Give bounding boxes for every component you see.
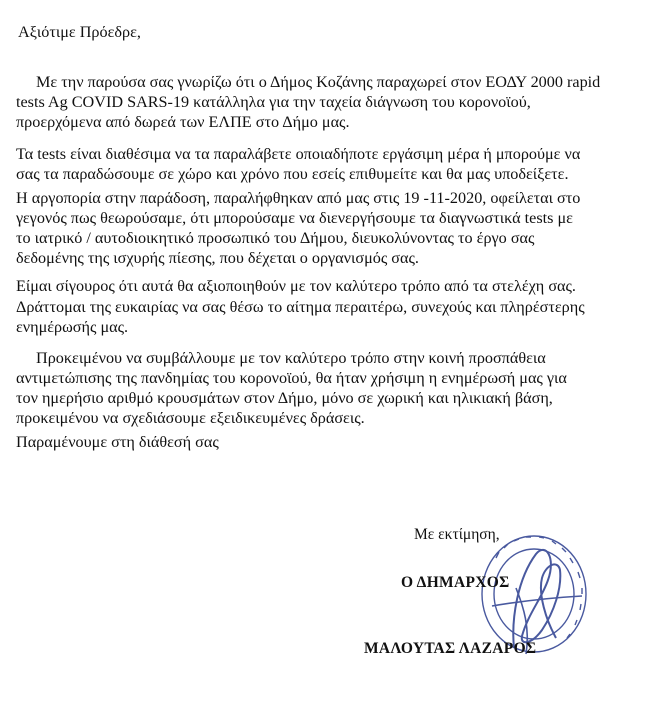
stamp-inner-ring (494, 549, 574, 639)
paragraph-line: Παραμένουμε στη διάθεσή σας (16, 433, 219, 451)
paragraph-line: αντιμετώπισης της πανδημίας του κορονοϊού, θα ήταν χρήσιμη η ενημέρωσή μας για (16, 369, 567, 387)
paragraph-line: σας τα παραδώσουμε σε χώρο και χρόνο που εσείς επιθυμείτε και θα μας υποδείξετε. (16, 165, 569, 183)
signatory-title: Ο ΔΗΜΑΡΧΟΣ (401, 574, 510, 591)
paragraph-line: προκειμένου να σχεδιάσουμε εξειδικευμένες δράσεις. (16, 409, 365, 427)
signature-stroke (513, 550, 560, 648)
signatory-name: ΜΑΛΟΥΤΑΣ ΛΑΖΑΡΟΣ (364, 640, 537, 657)
paragraph-5 (16, 297, 640, 337)
closing-phrase: Με εκτίμηση, (414, 526, 500, 543)
signature-stroke (492, 596, 582, 606)
paragraph-line: ενημέρωσής μας. (16, 318, 129, 336)
paragraph-3 (16, 188, 640, 268)
paragraph-line: γεγονός πως θεωρούσαμε, ότι μπορούσαμε να διενεργήσουμε τα διαγνωστικά tests με (16, 209, 573, 227)
paragraph-line: Είμαι σίγουρος ότι αυτά θα αξιοποιηθούν με τον καλύτερο τρόπο από τα στελέχη σας. (16, 277, 576, 295)
paragraph-line: Δράττομαι της ευκαιρίας να σας θέσω το αίτημα περαιτέρω, συνεχούς και πληρέστερης (16, 298, 585, 316)
paragraph-7 (16, 432, 640, 452)
paragraph-line: προερχόμενα από δωρεά των ΕΛΠΕ στο Δήμο μας. (16, 113, 350, 131)
paragraph-line: το ιατρικό / αυτοδιοικητικό προσωπικό του Δήμου, διευκολύνοντας το έργο σας (16, 229, 535, 247)
salutation: Αξιότιμε Πρόεδρε, (18, 23, 141, 41)
paragraph-line: δεδομένης της ισχυρής πίεσης, που δέχεται ο οργανισμός σας. (16, 249, 419, 267)
paragraph-6 (16, 348, 640, 428)
paragraph-line: τον ημερήσιο αριθμό κρουσμάτων στον Δήμο, μόνο σε χωρική και ηλικιακή βάση, (16, 389, 553, 407)
paragraph-line: Με την παρούσα σας γνωρίζω ότι ο Δήμος Κοζάνης παραχωρεί στον ΕΟΔΥ 2000 rapid (36, 73, 601, 91)
paragraph-line: Προκειμένου να συμβάλλουμε με τον καλύτερο τρόπο στην κοινή προσπάθεια (36, 349, 546, 367)
paragraph-line: Η αργοπορία στην παράδοση, παραλήφθηκαν από μας στις 19 -11-2020, οφείλεται στο (16, 189, 581, 207)
stamp-outer-ring (482, 536, 586, 652)
paragraph-line: tests Ag COVID SARS-19 κατάλληλα για την ταχεία διάγνωση του κορονοϊού, (16, 93, 531, 111)
paragraph-1 (16, 72, 640, 132)
paragraph-4 (16, 276, 640, 296)
paragraph-2 (16, 144, 640, 184)
paragraph-line: Τα tests είναι διαθέσιμα να τα παραλάβετε οποιαδήποτε εργάσιμη μέρα ή μπορούμε να (16, 145, 581, 163)
